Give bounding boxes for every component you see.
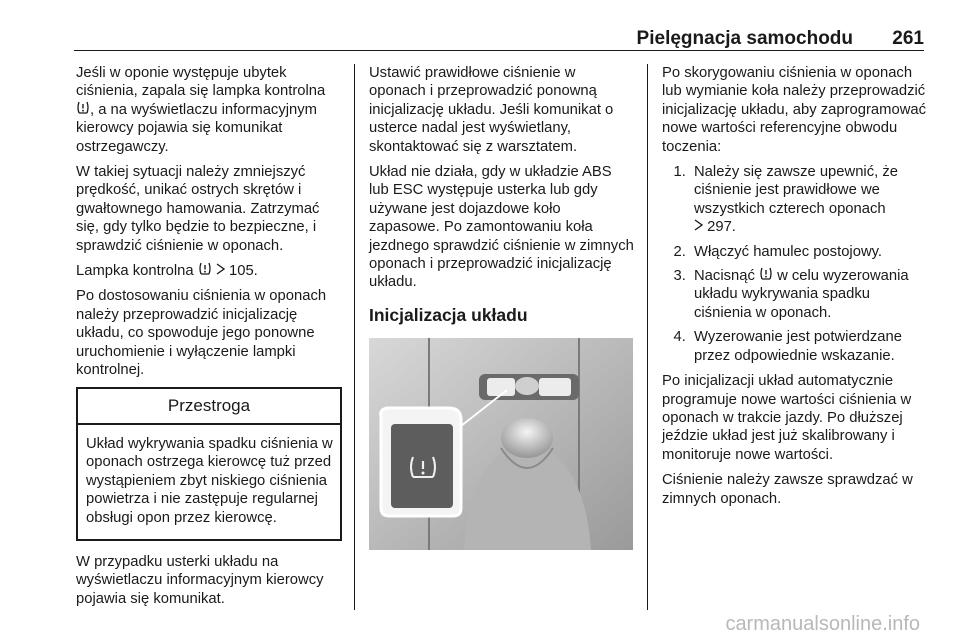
tire-pressure-warning-icon: [759, 267, 773, 285]
list-item: [690, 267, 926, 322]
paragraph: W takiej sytuacji należy zmniejszyć prędkość, unikać ostrych skrętów i gwałtownego hamowania. Zatrzymać się, gdy tylko będzie to bezpieczne, i sprawdzić ciśnienie w oponach.: [76, 164, 320, 254]
paragraph: Ciśnienie należy zawsze sprawdzać w zimnych oponach.: [662, 472, 913, 507]
list-item: 2. Włączyć hamulec postojowy.: [690, 243, 926, 261]
paragraph: [76, 64, 342, 156]
paragraph-text: Lampka kontrolna: [76, 263, 198, 280]
caution-title: Przestroga: [78, 389, 340, 425]
section-heading: Inicjalizacja układu: [369, 304, 528, 325]
console-button: [539, 378, 571, 396]
steps-list: [662, 163, 926, 365]
page-reference-arrow-icon: [216, 262, 225, 280]
caution-box: [76, 387, 342, 541]
column-3: [662, 64, 926, 515]
paragraph: W przypadku usterki układu na wyświetlaczu informacyjnym kierowcy pojawia się komunikat.: [76, 553, 324, 607]
page-header: [74, 28, 924, 51]
paragraph: Ustawić prawidłowe ciśnienie w oponach i przeprowadzić ponowną inicjalizację układu. Jeśli komunikat o usterce nadal jest wyświetlany, skontaktować się z warsztatem.: [369, 65, 614, 155]
column-2: [369, 64, 635, 550]
tire-pressure-warning-icon: [198, 262, 212, 280]
paragraph: Układ nie działa, gdy w układzie ABS lub ESC występuje usterka lub gdy używane jest dojazdowe koło zapasowe. Po zamontowaniu koła jezdnego sprawdzić ciśnienie w zimnych oponach i przeprowadzić inicjalizację układu.: [369, 164, 634, 291]
list-item-text: 297.: [703, 219, 736, 236]
column-1: [76, 64, 342, 615]
list-item-text: w celu wyzerowania układu wykrywania spadku ciśnienia w oponach.: [694, 268, 909, 321]
page-title: Pielęgnacja samochodu: [636, 28, 854, 49]
paragraph-text: 105.: [224, 263, 258, 280]
paragraph: Po skorygowaniu ciśnienia w oponach lub wymianie koła należy przeprowadzić inicjalizację układu, aby zaprogramować nowe wartości referencyjne obwodu toczenia:: [662, 65, 927, 155]
gear-knob: [501, 418, 553, 458]
paragraph-text: Jeśli w oponie występuje ubytek ciśnienia, zapala się lampka kontrolna: [76, 65, 326, 100]
page-reference-arrow-icon: [694, 218, 703, 236]
paragraph: [76, 262, 342, 280]
list-item-text: Należy się zawsze upewnić, że ciśnienie jest prawidłowe we wszystkich czterech oponach: [694, 164, 898, 217]
paragraph: Po dostosowaniu ciśnienia w oponach należy przeprowadzić inicjalizację układu, co spowoduje jego ponowne uruchomienie i wyłączenie lampki kontrolnej.: [76, 288, 327, 379]
console-button: [487, 378, 515, 396]
watermark: carmanualsonline.info: [725, 613, 920, 635]
tire-pressure-warning-icon: [76, 101, 90, 119]
list-item-text: Nacisnąć: [694, 268, 759, 285]
list-item: 4. Wyzerowanie jest potwierdzane przez odpowiednie wskazanie.: [690, 328, 926, 365]
caution-text: Układ wykrywania spadku ciśnienia w oponach ostrzega kierowcę tuż przed wystąpieniem zbyt niskiego ciśnienia powietrza i nie zastępuje regularnej obsługi opon przez kierowcę.: [86, 435, 333, 526]
column-divider-2: [647, 64, 648, 610]
console-button-figure: [369, 338, 633, 550]
page-number: 261: [892, 28, 924, 49]
paragraph-text: , a na wyświetlaczu informacyjnym kierowcy pojawia się komunikat ostrzegawczy.: [76, 101, 317, 155]
column-divider-1: [354, 64, 355, 610]
console-dial: [515, 377, 539, 395]
list-item: [690, 163, 926, 237]
paragraph: Po inicjalizacji układ automatycznie programuje nowe wartości ciśnienia w oponach w trakcie jazdy. Po dłuższej jeździe układ jest już skalibrowany i monitoruje nowe wartości.: [662, 373, 912, 463]
